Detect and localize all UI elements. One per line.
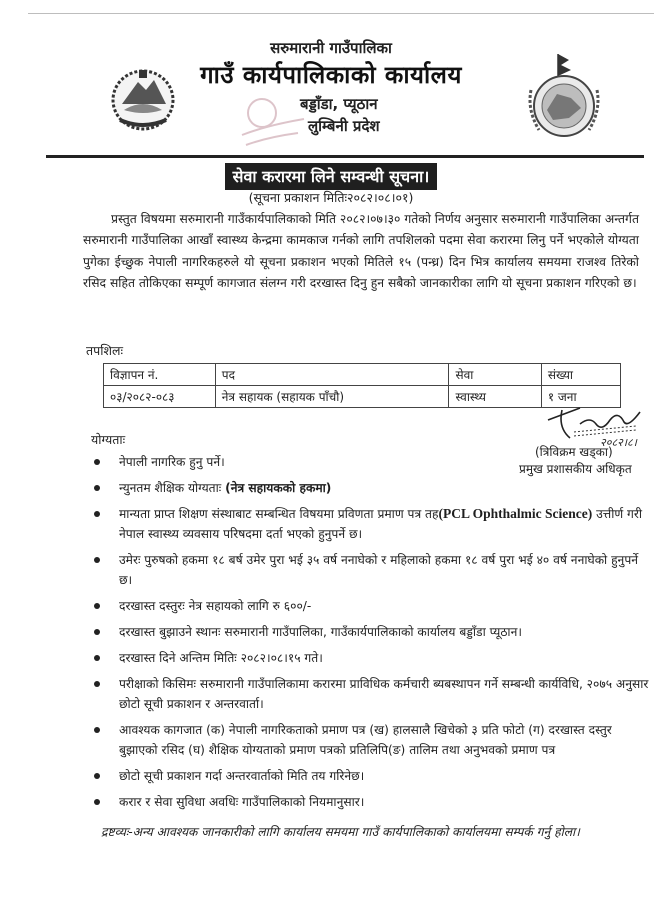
- list-item-text: छोटो सूची प्रकाशन गर्दा अन्तरवार्ताको मिति तय गरिनेछ।: [119, 769, 365, 783]
- column-header-post: पद: [215, 364, 449, 386]
- bullet-icon: [94, 485, 100, 491]
- office-name: गाउँ कार्यपालिकाको कार्यालय: [200, 61, 462, 89]
- list-item-text: नेपाली नागरिक हुनु पर्ने।: [119, 455, 225, 469]
- column-header-count: संख्या: [541, 364, 620, 386]
- list-item: [92, 648, 652, 668]
- cell-count: १ जना: [541, 386, 620, 408]
- list-item: [92, 478, 652, 498]
- bullet-icon: [94, 511, 100, 517]
- cell-service: स्वास्थ्य: [449, 386, 541, 408]
- list-item: [92, 674, 652, 714]
- notice-body: [83, 209, 639, 295]
- list-item: [92, 550, 652, 590]
- list-item-text: उमेरः पुरुषको हकमा १८ बर्ष उमेर पुरा भई ३५ वर्ष ननाघेको र महिलाको हकमा १८ वर्ष पुरा भई ४० वर्ष ननाघेको हुनुपर्ने छ।: [119, 553, 639, 587]
- list-item: [92, 596, 652, 616]
- notice-body-text: प्रस्तुत विषयमा सरुमारानी गाउँकार्यपालिकाको मिति २०८२।०७।३० गतेको निर्णय अनुसार सरुमारानी गाउँपालिका अन्तर्गत सरुमारानी गाउँपालिका आखाँ स्वास्थ्य केन्द्रमा कामकाज गर्नको लागि तपशिलको पदमा सेवा करारमा लिनु पर्ने भएकोले योग्यता पुगेका ईच्छुक नेपाली नागरिकहरुले यो सूचना प्रकाशन भएको मितिले १५ (पन्ध्र) दिन भित्र कार्यालय समयमा राजश्व तिरेको रसिद सहित तोकिएका सम्पूर्ण कागजात संलग्न गरी दरखास्त दिनु हुन सबैको जानकारीका लागि यो सूचना प्रकाशन गरिएको छ।: [83, 212, 639, 291]
- footnote: द्रष्टव्यः-अन्य आवश्यक जानकारीको लागि कार्यालय समयमा गाउँ कार्यपालिकाको कार्यालयमा सम्पर्क गर्नु होला।: [101, 825, 580, 839]
- bullet-icon: [94, 773, 100, 779]
- header-divider: [46, 155, 644, 158]
- notice-title: सेवा करारमा लिने सम्वन्धी सूचना।: [225, 163, 438, 190]
- list-item: [92, 622, 652, 642]
- letterhead: [0, 0, 662, 160]
- list-item: [92, 452, 652, 472]
- list-item: [92, 720, 652, 760]
- list-item-bold-text: (नेत्र सहायकको हकमा): [225, 481, 332, 495]
- list-item: [92, 504, 652, 544]
- list-item-text: दरखास्त दस्तुरः नेत्र सहायको लागि रु ६००/-: [119, 599, 312, 613]
- bullet-icon: [94, 603, 100, 609]
- list-item-text: मान्यता प्राप्त शिक्षण संस्थाबाट सम्बन्धित विषयमा प्रविणता प्रमाण पत्र तह: [119, 507, 439, 521]
- cell-post: नेत्र सहायक (सहायक पाँचौ): [215, 386, 449, 408]
- signature-icon: [540, 398, 650, 448]
- office-stamp-icon: [238, 95, 308, 150]
- bullet-icon: [94, 459, 100, 465]
- table-header-row: [104, 364, 621, 386]
- municipality-name: सरुमारानी गाउँपालिका: [270, 39, 392, 57]
- cell-ad-number: ०३/२०८२-०८३: [104, 386, 216, 408]
- bullet-icon: [94, 655, 100, 661]
- svg-text:२०८२।८।: २०८२।८।: [600, 436, 637, 448]
- column-header-ad-number: विज्ञापन नं.: [104, 364, 216, 386]
- bullet-icon: [94, 681, 100, 687]
- list-item: [92, 792, 652, 812]
- list-item-text: दरखास्त दिने अन्तिम मितिः २०८२।०८।१५ गते।: [119, 651, 323, 665]
- column-header-service: सेवा: [449, 364, 541, 386]
- office-location: बड्डाँडा, प्यूठान: [300, 95, 378, 113]
- signatory-title: प्रमुख प्रशासकीय अधिकृत: [519, 462, 632, 476]
- list-item-course-name: (PCL Ophthalmic Science): [438, 506, 593, 521]
- list-item-text: करार र सेवा सुविधा अवधिः गाउँपालिकाको नियमानुसार।: [119, 795, 365, 809]
- qualifications-list: [92, 452, 652, 818]
- signatory-name: (त्रिविक्रम खड्का): [535, 445, 613, 459]
- list-item-text: परीक्षाको किसिमः सरुमारानी गाउँपालिकामा करारमा प्राविधिक कर्मचारी ब्यबस्थापन गर्ने सम्बन्धी कार्यविधि, २०७५ अनुसार छोटो सूची प्रकाशन र अन्तरवार्ता।: [119, 677, 649, 711]
- details-label: तपशिलः: [86, 343, 123, 358]
- list-item: [92, 766, 652, 786]
- list-item-text-continued: उत्तीर्ण गरी नेपाल स्वास्थ्य व्यवसाय परिषदमा दर्ता भएको हुनुपर्ने छ।: [119, 507, 643, 541]
- publication-date: (सूचना प्रकाशन मितिः२०८२।०८।०१): [248, 190, 414, 205]
- list-item-text: न्युनतम शैक्षिक योग्यताः: [119, 481, 226, 495]
- list-item-text: दरखास्त बुझाउने स्थानः सरुमारानी गाउँपालिका, गाउँकार्यपालिकाको कार्यालय बड्डाँडा प्यूठान।: [119, 625, 522, 639]
- bullet-icon: [94, 727, 100, 733]
- province-name: लुम्बिनी प्रदेश: [308, 117, 380, 135]
- bullet-icon: [94, 557, 100, 563]
- qualifications-label: योग्यताः: [91, 432, 126, 447]
- bullet-icon: [94, 629, 100, 635]
- bullet-icon: [94, 799, 100, 805]
- list-item-text: आवश्यक कागजात (क) नेपाली नागरिकताको प्रमाण पत्र (ख) हालसालै खिचेको ३ प्रति फोटो (ग) दरखास्त दस्तुर बुझाएको रसिद (घ) शैक्षिक योग्यताको प्रमाण पत्रको प्रतिलिपि(ङ) तालिम तथा अनुभवको प्रमाण पत्र: [119, 723, 612, 757]
